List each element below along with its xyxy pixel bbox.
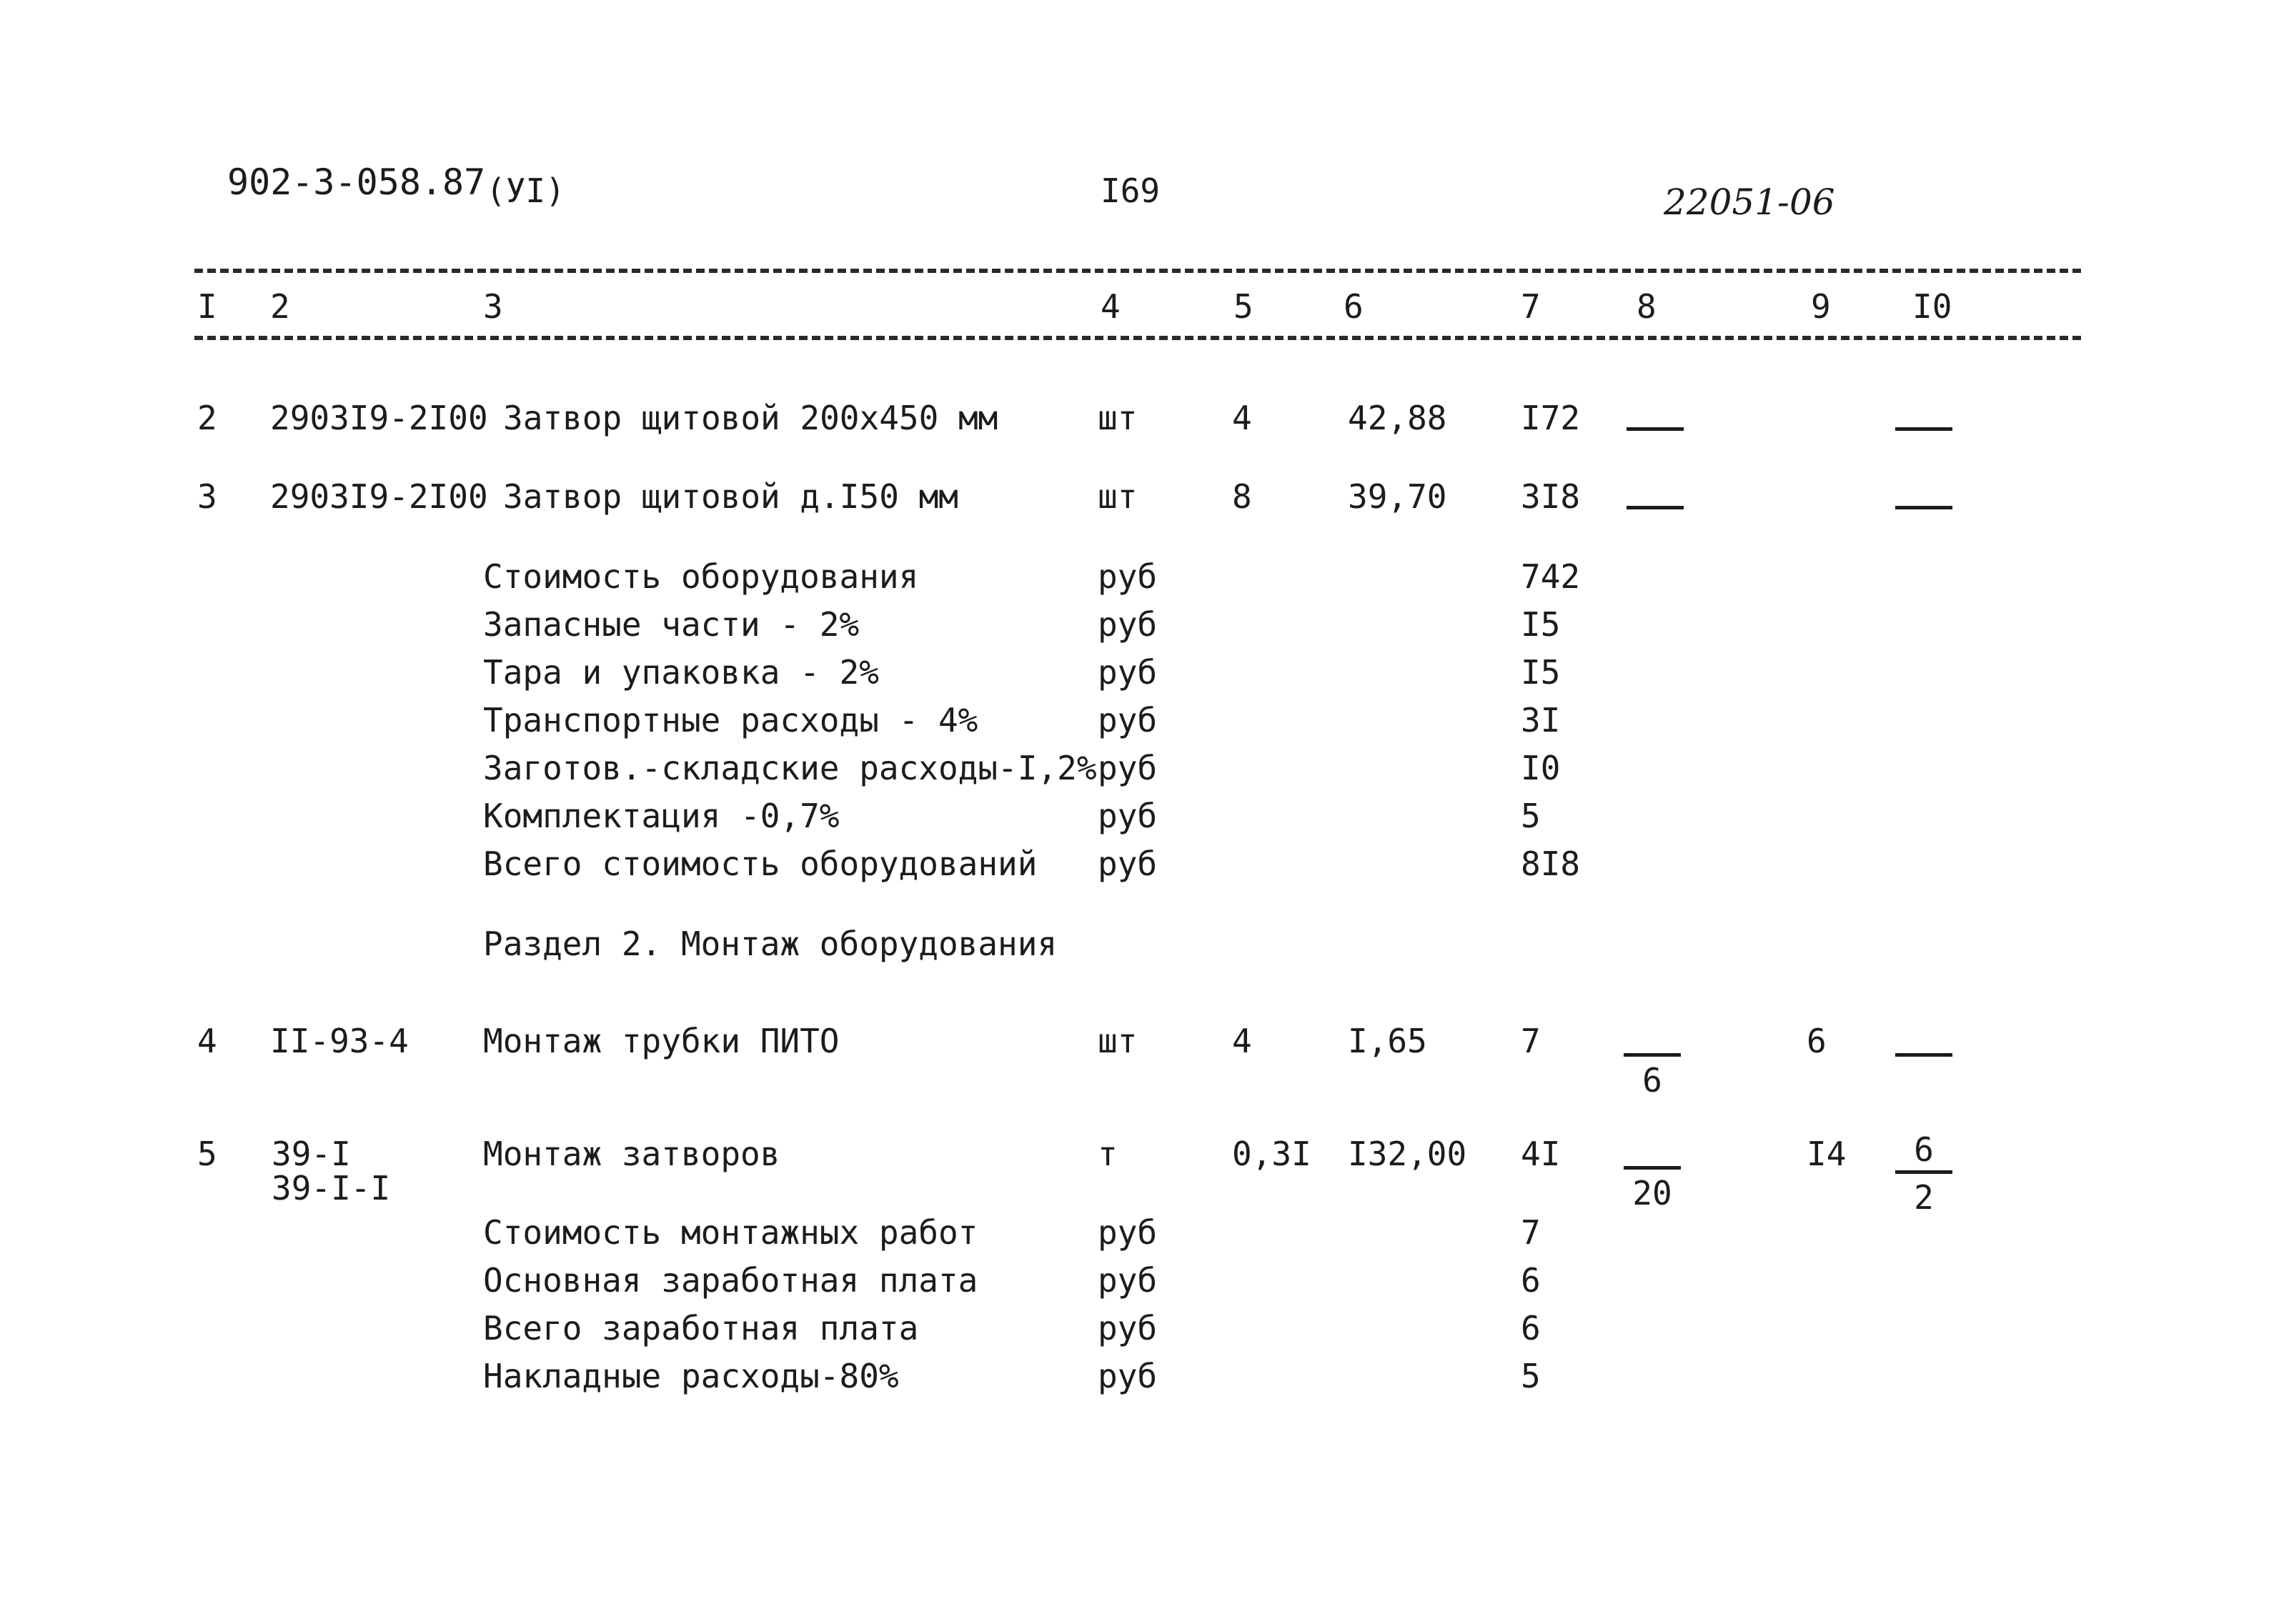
item-name: Затвор щитовой д.I50 мм (503, 477, 958, 516)
summary-unit: руб (1098, 1309, 1158, 1347)
summary-value: I0 (1521, 749, 1561, 787)
col10-denominator (1895, 509, 1952, 545)
col8-fraction (1624, 1020, 1681, 1100)
col10-fraction (1895, 1020, 1952, 1092)
col8-fraction (1624, 1133, 1681, 1210)
col8-denominator (1627, 509, 1684, 545)
summary-label: Основная заработная плата (483, 1261, 978, 1300)
col-header-2: 2 (270, 287, 290, 326)
col8-denominator (1627, 431, 1684, 467)
page-number: I69 (1101, 171, 1161, 210)
col10-denominator: 2 (1914, 1178, 1934, 1217)
quantity: 4 (1232, 399, 1252, 437)
summary-value: 8I8 (1521, 845, 1581, 883)
col10-numerator (1895, 1020, 1952, 1057)
item-name: Затвор щитовой 200х450 мм (503, 399, 998, 437)
unit: шт (1098, 477, 1138, 516)
section-heading: Раздел 2. Монтаж оборудования (483, 925, 1058, 963)
quantity: 8 (1232, 477, 1252, 516)
table-header-rule (194, 336, 2081, 340)
summary-unit: руб (1098, 1357, 1158, 1395)
col9-value: I4 (1807, 1135, 1847, 1173)
col8-numerator (1624, 1133, 1681, 1170)
item-name: Монтаж затворов (483, 1135, 780, 1173)
item-name: Монтаж трубки ПИТО (483, 1022, 840, 1060)
col8-denominator: 20 (1632, 1174, 1672, 1212)
total-cost: 4I (1521, 1135, 1561, 1173)
inventory-stamp: 22051-06 (1664, 181, 1835, 223)
col-header-6: 6 (1344, 287, 1364, 326)
summary-unit: руб (1098, 557, 1158, 596)
table-top-rule (194, 269, 2081, 273)
col-header-10: I0 (1912, 287, 1952, 326)
price-code: 2903I9-2I00 (270, 477, 488, 516)
summary-value: I5 (1521, 653, 1561, 692)
col-header-9: 9 (1811, 287, 1831, 326)
col10-numerator (1895, 394, 1952, 431)
summary-value: 7 (1521, 1213, 1541, 1252)
summary-value: 5 (1521, 1357, 1541, 1395)
row-number: 3 (197, 477, 217, 516)
summary-value: 3I (1521, 701, 1561, 739)
summary-unit: руб (1098, 845, 1158, 883)
col-header-1: I (197, 287, 217, 326)
summary-unit: руб (1098, 653, 1158, 692)
summary-value: 6 (1521, 1309, 1541, 1347)
col10-denominator (1895, 1057, 1952, 1092)
col10-numerator: 6 (1895, 1133, 1952, 1174)
row-number: 4 (197, 1022, 217, 1060)
quantity: 4 (1232, 1022, 1252, 1060)
summary-unit: руб (1098, 749, 1158, 787)
summary-label: Стоимость монтажных работ (483, 1213, 978, 1252)
unit: шт (1098, 1022, 1138, 1060)
col10-fraction (1895, 394, 1952, 467)
col8-denominator: 6 (1642, 1061, 1662, 1100)
summary-label: Накладные расходы-80% (483, 1357, 899, 1395)
col10-fraction (1895, 1130, 1952, 1217)
summary-label: Тара и упаковка - 2% (483, 653, 879, 692)
summary-unit: руб (1098, 1261, 1158, 1300)
summary-label: Стоимость оборудования (483, 557, 919, 596)
col8-numerator (1627, 394, 1684, 431)
total-cost: 3I8 (1521, 477, 1581, 516)
col10-denominator (1895, 431, 1952, 467)
summary-value: I5 (1521, 605, 1561, 644)
summary-unit: руб (1098, 701, 1158, 739)
summary-label: Всего заработная плата (483, 1309, 919, 1347)
document-code: 902-3-058.87 (227, 161, 486, 203)
price-code: 39-I (272, 1135, 351, 1173)
summary-label: Комплектация -0,7% (483, 797, 840, 835)
col10-numerator (1895, 473, 1952, 509)
col9-value: 6 (1807, 1022, 1827, 1060)
row-number: 2 (197, 399, 217, 437)
price-code-secondary: 39-I-I (272, 1169, 391, 1207)
col-header-8: 8 (1637, 287, 1657, 326)
total-cost: I72 (1521, 399, 1581, 437)
col-header-7: 7 (1521, 287, 1541, 326)
col8-numerator (1627, 473, 1684, 509)
unit: т (1098, 1135, 1118, 1173)
unit-price: I,65 (1348, 1022, 1427, 1060)
quantity: 0,3I (1232, 1135, 1311, 1173)
summary-value: 6 (1521, 1261, 1541, 1300)
summary-label: Транспортные расходы - 4% (483, 701, 978, 739)
summary-label: Всего стоимость оборудований (483, 845, 1038, 883)
summary-unit: руб (1098, 605, 1158, 644)
col-header-3: 3 (483, 287, 503, 326)
col-header-5: 5 (1233, 287, 1253, 326)
summary-unit: руб (1098, 1213, 1158, 1252)
volume-mark: (УI) (486, 171, 565, 210)
col8-fraction (1627, 473, 1684, 545)
summary-value: 5 (1521, 797, 1541, 835)
summary-unit: руб (1098, 797, 1158, 835)
summary-value: 742 (1521, 557, 1581, 596)
summary-label: Запасные части - 2% (483, 605, 860, 644)
col10-fraction (1895, 473, 1952, 545)
summary-label: Заготов.-складские расходы-I,2% (483, 749, 1097, 787)
col-header-4: 4 (1101, 287, 1121, 326)
row-number: 5 (197, 1135, 217, 1173)
col8-fraction (1627, 394, 1684, 467)
price-code: 2903I9-2I00 (270, 399, 488, 437)
price-code: II-93-4 (270, 1022, 409, 1060)
unit-price: 42,88 (1348, 399, 1447, 437)
unit-price: 39,70 (1348, 477, 1447, 516)
col8-numerator (1624, 1020, 1681, 1057)
unit-price: I32,00 (1348, 1135, 1467, 1173)
total-cost: 7 (1521, 1022, 1541, 1060)
unit: шт (1098, 399, 1138, 437)
